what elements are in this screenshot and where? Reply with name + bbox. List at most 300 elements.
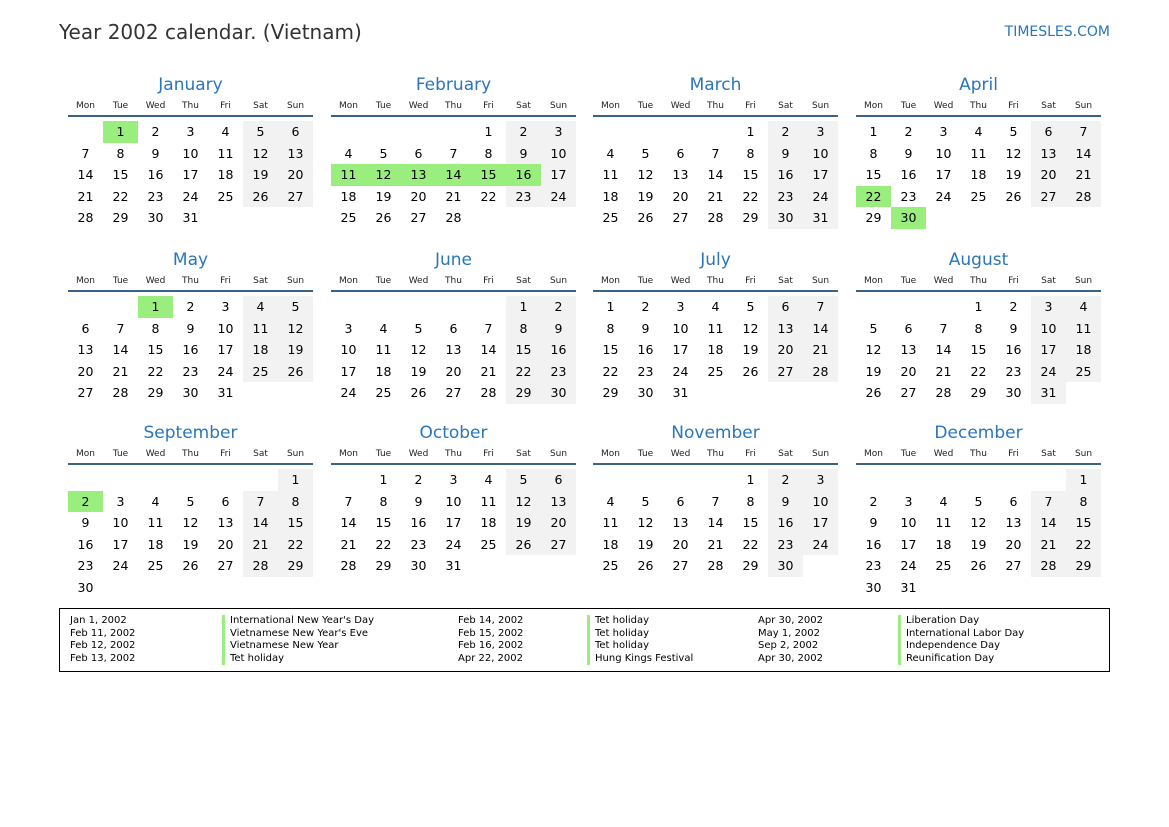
weekday-label: Wed [670,449,691,459]
day-cell: 5 [278,296,313,318]
day-cell: 24 [112,558,129,574]
weekday-label: Mon [601,101,620,111]
day-cell: 19 [182,536,199,552]
day-cell: 31 [445,558,462,574]
day-cell: 20 [900,363,917,379]
day-cell: 7 [81,145,90,161]
day-cell: 18 [970,167,987,183]
day-cell: 10 [803,143,838,165]
day-cell: 6 [414,145,423,161]
day-cell: 11 [602,167,619,183]
day-cell: 25 [375,385,392,401]
empty-cell [926,469,961,491]
weekday-label: Thu [182,449,199,459]
weekday-header [331,274,576,292]
day-cell: 14 [77,167,94,183]
day-cell: 28 [480,385,497,401]
days-grid [856,469,1101,599]
day-cell: 16 [768,512,803,534]
day-cell: 13 [768,318,803,340]
day-cell: 17 [803,512,838,534]
day-cell: 16 [541,339,576,361]
day-cell: 23 [541,361,576,383]
day-cell: 21 [445,188,462,204]
day-cell: 18 [375,363,392,379]
day-cell: 30 [637,385,654,401]
day-cell: 27 [278,186,313,208]
weekday-label: Thu [182,101,199,111]
day-cell: 5 [641,145,650,161]
weekday-label: Sun [286,276,305,286]
day-cell: 29 [742,558,759,574]
month-name: December [934,423,1023,443]
day-cell: 1 [379,472,388,487]
month-september [68,422,313,599]
empty-cell [926,296,961,318]
weekday-header [331,447,576,465]
empty-cell [243,469,278,491]
day-cell: 24 [803,186,838,208]
day-cell: 9 [81,515,90,531]
legend-date-column [758,615,823,665]
empty-cell [663,121,698,143]
day-cell: 10 [935,145,952,161]
day-cell: 12 [182,515,199,531]
empty-cell [663,469,698,491]
day-cell: 14 [1031,512,1066,534]
day-cell: 22 [1066,534,1101,556]
weekday-label: Wed [145,276,166,286]
weekday-label: Fri [220,449,231,459]
day-cell: 20 [445,363,462,379]
day-cell: 27 [541,534,576,556]
day-cell: 27 [77,385,94,401]
day-cell: 7 [1031,491,1066,513]
day-cell: 2 [641,299,650,314]
weekday-label: Wed [145,101,166,111]
day-cell: 5 [186,493,195,509]
day-cell: 31 [672,385,689,401]
empty-cell [628,121,663,143]
day-cell: 15 [742,167,759,183]
day-cell: 12 [243,143,278,165]
weekday-label: Mon [601,276,620,286]
day-cell: 13 [1031,143,1066,165]
day-cell: 26 [970,558,987,574]
day-cell: 28 [707,558,724,574]
holiday-day-cell: 14 [436,164,471,186]
day-cell: 9 [186,320,195,336]
weekday-label: Mon [864,449,883,459]
holiday-day-cell: 13 [401,164,436,186]
day-cell: 3 [186,124,195,139]
empty-cell [436,296,471,318]
day-cell: 11 [970,145,987,161]
day-cell: 26 [637,558,654,574]
days-grid [856,296,1101,404]
day-cell: 8 [746,493,755,509]
day-cell: 2 [541,296,576,318]
weekday-label: Sun [549,449,568,459]
day-cell: 30 [768,555,803,577]
weekday-label: Tue [637,449,654,459]
day-cell: 20 [77,363,94,379]
weekday-label: Sun [811,449,830,459]
day-cell: 8 [606,320,615,336]
day-cell: 8 [869,145,878,161]
day-cell: 4 [151,493,160,509]
day-cell: 25 [340,210,357,226]
day-cell: 17 [803,164,838,186]
day-cell: 23 [900,188,917,204]
holiday-name: Reunification Day [898,653,1024,666]
day-cell: 30 [77,579,94,595]
empty-cell [68,469,103,491]
day-cell: 10 [445,493,462,509]
day-cell: 6 [904,320,913,336]
day-cell: 20 [278,164,313,186]
weekday-label: Fri [483,449,494,459]
weekday-label: Sun [1074,449,1093,459]
days-grid [331,469,576,577]
day-cell: 27 [1031,186,1066,208]
weekday-label: Mon [339,276,358,286]
day-cell: 19 [865,363,882,379]
day-cell: 28 [340,558,357,574]
day-cell: 23 [865,558,882,574]
day-cell: 21 [77,188,94,204]
day-cell: 25 [147,558,164,574]
day-cell: 4 [711,299,720,314]
holiday-name: Independence Day [898,640,1024,653]
empty-cell [996,469,1031,491]
day-cell: 9 [151,145,160,161]
day-cell: 13 [77,342,94,358]
day-cell: 6 [221,493,230,509]
day-cell: 16 [1005,342,1022,358]
day-cell: 9 [541,318,576,340]
holiday-day-cell: 11 [331,164,366,186]
day-cell: 28 [243,555,278,577]
weekday-label: Tue [112,101,129,111]
day-cell: 21 [243,534,278,556]
day-cell: 22 [147,363,164,379]
empty-cell [1031,469,1066,491]
day-cell: 18 [602,536,619,552]
day-cell: 22 [480,188,497,204]
day-cell: 4 [974,124,983,139]
weekday-label: Fri [220,101,231,111]
day-cell: 7 [711,145,720,161]
day-cell: 3 [803,121,838,143]
day-cell: 19 [506,512,541,534]
day-cell: 22 [112,188,129,204]
day-cell: 2 [1009,299,1018,314]
day-cell: 25 [602,210,619,226]
weekday-label: Sat [516,101,531,111]
day-cell: 10 [217,320,234,336]
weekday-label: Fri [745,101,756,111]
month-march [593,74,838,229]
day-cell: 18 [935,536,952,552]
day-cell: 23 [637,363,654,379]
day-cell: 5 [746,299,755,314]
day-cell: 6 [278,121,313,143]
day-cell: 21 [480,363,497,379]
day-cell: 9 [506,143,541,165]
day-cell: 23 [768,186,803,208]
day-cell: 24 [1031,361,1066,383]
day-cell: 22 [602,363,619,379]
day-cell: 11 [375,342,392,358]
day-cell: 17 [182,167,199,183]
empty-cell [331,121,366,143]
day-cell: 12 [278,318,313,340]
days-grid [593,121,838,229]
day-cell: 9 [869,515,878,531]
day-cell: 21 [112,363,129,379]
day-cell: 27 [672,558,689,574]
day-cell: 6 [541,469,576,491]
day-cell: 2 [768,469,803,491]
day-cell: 29 [506,382,541,404]
day-cell: 5 [414,320,423,336]
day-cell: 25 [243,361,278,383]
weekday-label: Wed [933,276,954,286]
day-cell: 20 [541,512,576,534]
holiday-day-cell: 1 [138,296,173,318]
day-cell: 11 [935,515,952,531]
day-cell: 19 [1005,167,1022,183]
holiday-name: Tet holiday [587,615,693,628]
holiday-name: Vietnamese New Year's Eve [222,628,374,641]
day-cell: 7 [243,491,278,513]
day-cell: 3 [1031,296,1066,318]
day-cell: 31 [1031,382,1066,404]
day-cell: 20 [768,339,803,361]
day-cell: 12 [865,342,882,358]
weekday-label: Fri [745,276,756,286]
site-link[interactable]: TIMESLES.COM [1004,24,1110,40]
month-name: August [948,250,1009,270]
holiday-date: May 1, 2002 [758,627,821,639]
day-cell: 20 [410,188,427,204]
weekday-label: Thu [445,101,462,111]
weekday-label: Tue [375,101,392,111]
day-cell: 24 [672,363,689,379]
weekday-header [331,99,576,117]
holiday-day-cell: 15 [471,164,506,186]
day-cell: 24 [803,534,838,556]
day-cell: 11 [480,493,497,509]
day-cell: 16 [768,164,803,186]
weekday-header [593,274,838,292]
day-cell: 5 [506,469,541,491]
day-cell: 27 [410,210,427,226]
weekday-label: Fri [483,276,494,286]
month-name: May [172,250,209,270]
weekday-label: Tue [637,101,654,111]
month-name: November [671,423,760,443]
day-cell: 8 [278,491,313,513]
day-cell: 29 [375,558,392,574]
empty-cell [593,121,628,143]
day-cell: 26 [865,385,882,401]
day-cell: 2 [904,124,913,139]
weekday-header [856,447,1101,465]
day-cell: 5 [869,320,878,336]
day-cell: 3 [221,299,230,314]
weekday-header [593,99,838,117]
day-cell: 26 [410,385,427,401]
day-cell: 12 [637,167,654,183]
weekday-label: Sat [1041,276,1056,286]
day-cell: 25 [970,188,987,204]
empty-cell [856,296,891,318]
holiday-name: Tet holiday [587,628,693,641]
day-cell: 7 [449,145,458,161]
holiday-day-cell: 2 [68,491,103,513]
weekday-label: Sun [811,276,830,286]
day-cell: 13 [278,143,313,165]
empty-cell [208,469,243,491]
weekday-label: Sat [253,276,268,286]
day-cell: 16 [410,515,427,531]
day-cell: 6 [768,296,803,318]
day-cell: 29 [112,210,129,226]
legend-date-column [70,615,135,665]
holiday-name: Liberation Day [898,615,1024,628]
day-cell: 15 [112,167,129,183]
holiday-name: Vietnamese New Year [222,640,374,653]
day-cell: 18 [480,515,497,531]
day-cell: 21 [1066,164,1101,186]
page-title: Year 2002 calendar. (Vietnam) [59,20,362,44]
day-cell: 28 [935,385,952,401]
day-cell: 28 [707,210,724,226]
day-cell: 7 [344,493,353,509]
day-cell: 29 [147,385,164,401]
day-cell: 3 [449,472,458,487]
holiday-date: Feb 16, 2002 [458,640,524,652]
day-cell: 22 [742,536,759,552]
day-cell: 8 [974,320,983,336]
holiday-day-cell: 30 [891,207,926,229]
legend-name-column [587,615,693,665]
day-cell: 20 [672,536,689,552]
weekday-label: Sun [811,101,830,111]
days-grid [331,121,576,229]
day-cell: 12 [1005,145,1022,161]
empty-cell [331,469,366,491]
day-cell: 23 [768,534,803,556]
day-cell: 26 [278,361,313,383]
day-cell: 24 [182,188,199,204]
weekday-label: Sat [1041,101,1056,111]
day-cell: 7 [939,320,948,336]
day-cell: 17 [217,342,234,358]
days-grid [856,121,1101,229]
holiday-name: Tet holiday [222,653,374,666]
empty-cell [698,469,733,491]
weekday-label: Wed [933,101,954,111]
weekday-label: Sun [286,449,305,459]
day-cell: 20 [672,188,689,204]
weekday-label: Mon [339,449,358,459]
day-cell: 18 [217,167,234,183]
empty-cell [698,121,733,143]
day-cell: 30 [147,210,164,226]
day-cell: 30 [1005,385,1022,401]
day-cell: 8 [484,145,493,161]
day-cell: 6 [449,320,458,336]
day-cell: 20 [1005,536,1022,552]
day-cell: 11 [1066,318,1101,340]
weekday-header [68,274,313,292]
day-cell: 3 [344,320,353,336]
day-cell: 12 [742,320,759,336]
day-cell: 10 [112,515,129,531]
weekday-header [68,447,313,465]
day-cell: 23 [1005,363,1022,379]
day-cell: 13 [1005,515,1022,531]
day-cell: 13 [900,342,917,358]
day-cell: 13 [541,491,576,513]
empty-cell [436,121,471,143]
empty-cell [68,121,103,143]
month-april [856,74,1101,229]
day-cell: 1 [746,472,755,487]
empty-cell [593,469,628,491]
day-cell: 9 [641,320,650,336]
weekday-label: Sat [516,449,531,459]
weekday-header [68,99,313,117]
weekday-label: Mon [339,101,358,111]
day-cell: 17 [445,515,462,531]
day-cell: 1 [746,124,755,139]
day-cell: 5 [974,493,983,509]
holiday-date: Feb 13, 2002 [70,652,136,664]
empty-cell [366,296,401,318]
month-name: April [959,75,998,95]
day-cell: 9 [1009,320,1018,336]
day-cell: 1 [606,299,615,314]
empty-cell [891,469,926,491]
weekday-label: Sat [516,276,531,286]
day-cell: 15 [602,342,619,358]
day-cell: 21 [707,188,724,204]
weekday-label: Fri [1008,101,1019,111]
day-cell: 24 [900,558,917,574]
day-cell: 4 [606,493,615,509]
weekday-label: Tue [375,449,392,459]
day-cell: 6 [81,320,90,336]
day-cell: 1 [484,124,493,139]
day-cell: 9 [904,145,913,161]
day-cell: 23 [77,558,94,574]
month-name: February [415,75,492,95]
month-february [331,74,576,229]
day-cell: 29 [1066,555,1101,577]
day-cell: 18 [602,188,619,204]
day-cell: 18 [147,536,164,552]
month-december [856,422,1101,599]
day-cell: 7 [803,296,838,318]
day-cell: 4 [606,145,615,161]
day-cell: 27 [900,385,917,401]
weekday-label: Thu [970,101,987,111]
day-cell: 21 [707,536,724,552]
